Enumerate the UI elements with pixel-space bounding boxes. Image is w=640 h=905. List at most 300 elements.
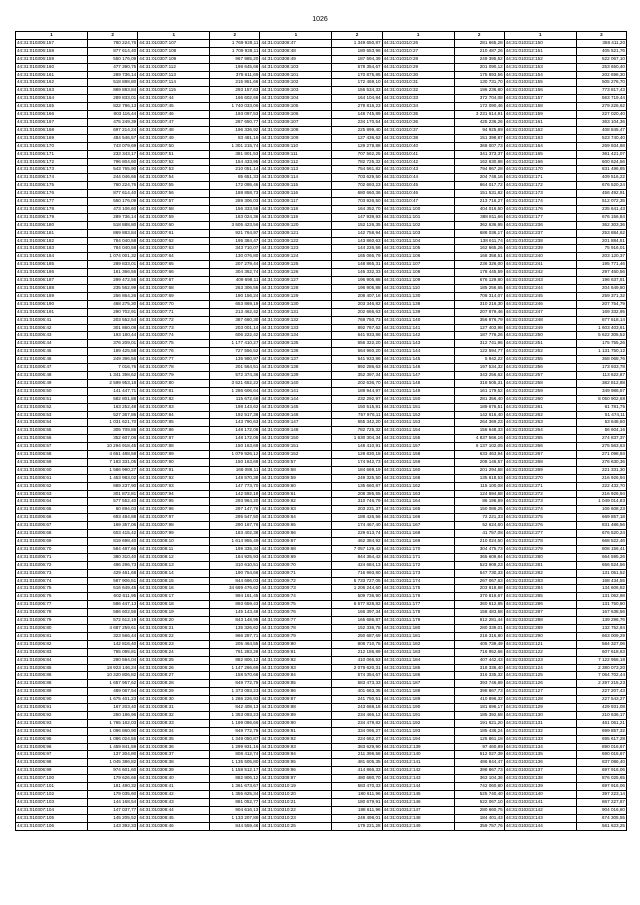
table-row bbox=[16, 150, 627, 158]
cadastral-number-cell: 44:31:010312:250 bbox=[504, 332, 576, 340]
cadastral-number-cell: 44:31:010307:108 bbox=[138, 47, 210, 55]
table-row bbox=[16, 419, 627, 427]
cadastral-number-cell: 44:31:010307:88 bbox=[138, 443, 210, 451]
table-row bbox=[16, 680, 627, 688]
table-row bbox=[16, 221, 627, 229]
cadastral-value-cell: 994 161,45 bbox=[210, 593, 260, 601]
cadastral-value-cell: 967 985,20 bbox=[210, 55, 260, 63]
cadastral-value-cell: 263 306,56 bbox=[210, 285, 260, 293]
table-row bbox=[16, 751, 627, 759]
cadastral-number-cell: 44:31:010312:279 bbox=[504, 545, 576, 553]
table-row bbox=[16, 190, 627, 198]
cadastral-number-cell: 44:31:010309:139 bbox=[260, 371, 332, 379]
cadastral-value-cell: 158 570,68 bbox=[210, 672, 260, 680]
cadastral-number-cell: 44:31:010306:172 bbox=[16, 158, 88, 166]
cadastral-number-cell: 44:31:010309:62 bbox=[260, 498, 332, 506]
cadastral-value-cell: 151 398,87 bbox=[454, 134, 504, 142]
cadastral-value-cell: 125 861,18 bbox=[454, 735, 504, 743]
cadastral-number-cell: 44:31:010306:54 bbox=[16, 419, 88, 427]
cadastral-value-cell: 541 933,86 bbox=[332, 356, 382, 364]
cadastral-number-cell: 44:31:010308:20 bbox=[138, 617, 210, 625]
cadastral-number-cell: 44:31:010312:246 bbox=[504, 300, 576, 308]
cadastral-value-cell: 183 402,38 bbox=[210, 530, 260, 538]
cadastral-number-cell: 44:31:010312:255 bbox=[504, 356, 576, 364]
cadastral-value-cell: 201 090,12 bbox=[454, 63, 504, 71]
cadastral-value-cell: 808 412,74 bbox=[210, 751, 260, 759]
cadastral-number-cell: 44:31:010312:247 bbox=[504, 308, 576, 316]
cadastral-number-cell: 44:31:010313:144 bbox=[504, 822, 576, 830]
cadastral-number-cell: 44:31:010311:160 bbox=[382, 466, 454, 474]
cadastral-number-cell: 44:31:010312:261 bbox=[504, 403, 576, 411]
cadastral-value-cell: 550 176,09 bbox=[88, 198, 138, 206]
cadastral-value-cell: 297 147,76 bbox=[210, 506, 260, 514]
cadastral-value-cell: 190 156,24 bbox=[210, 292, 260, 300]
cadastral-value-cell: 86 196,89 bbox=[454, 498, 504, 506]
cadastral-number-cell: 44:31:010311:164 bbox=[382, 498, 454, 506]
cadastral-value-cell: 921 764,97 bbox=[210, 229, 260, 237]
cadastral-number-cell: 44:31:010307:64 bbox=[138, 253, 210, 261]
table-row bbox=[16, 387, 627, 395]
cadastral-number-cell: 44:31:010311:105 bbox=[382, 245, 454, 253]
cadastral-number-cell: 44:31:010307:75 bbox=[138, 340, 210, 348]
cadastral-value-cell: 1 147 266,66 bbox=[210, 664, 260, 672]
cadastral-number-cell: 44:31:010312:241 bbox=[504, 261, 576, 269]
cadastral-value-cell: 796 804,60 bbox=[88, 158, 138, 166]
table-row bbox=[16, 87, 627, 95]
table-row bbox=[16, 538, 627, 546]
cadastral-number-cell: 44:31:010310:32 bbox=[382, 87, 454, 95]
cadastral-number-cell: 44:31:010311:150 bbox=[382, 395, 454, 403]
cadastral-value-cell: 1 301 215,74 bbox=[210, 142, 260, 150]
table-row bbox=[16, 364, 627, 372]
cadastral-number-cell: 44:31:010312:275 bbox=[504, 514, 576, 522]
cadastral-value-cell: 578 354,67 bbox=[332, 63, 382, 71]
cadastral-number-cell: 44:31:010312:269 bbox=[504, 466, 576, 474]
cadastral-value-cell: 349 986,57 bbox=[576, 387, 626, 395]
cadastral-value-cell: 1 177 410,27 bbox=[210, 340, 260, 348]
cadastral-value-cell: 227 207,43 bbox=[576, 688, 626, 696]
cadastral-number-cell: 44:31:010310:20 bbox=[260, 791, 332, 799]
cadastral-number-cell: 44:31:010306:157 bbox=[16, 39, 88, 47]
cadastral-value-cell: 184 925,93 bbox=[210, 553, 260, 561]
cadastral-number-cell: 44:31:010310:40 bbox=[382, 142, 454, 150]
cadastral-value-cell: 518 888,80 bbox=[88, 79, 138, 87]
table-row bbox=[16, 735, 627, 743]
cadastral-value-cell: 134 606,82 bbox=[576, 585, 626, 593]
cadastral-number-cell: 44:31:010311:176 bbox=[382, 593, 454, 601]
cadastral-value-cell: 572 612,19 bbox=[88, 617, 138, 625]
cadastral-value-cell: 584 327,06 bbox=[576, 640, 626, 648]
cadastral-value-cell: 210 051,14 bbox=[210, 166, 260, 174]
cadastral-number-cell: 44:31:010307:65 bbox=[138, 261, 210, 269]
table-row bbox=[16, 269, 627, 277]
cadastral-value-cell: 803 116,44 bbox=[88, 111, 138, 119]
cadastral-number-cell: 44:31:010311:152 bbox=[382, 411, 454, 419]
cadastral-value-cell: 192 517,38 bbox=[210, 411, 260, 419]
cadastral-number-cell: 44:31:010311:172 bbox=[382, 561, 454, 569]
cadastral-number-cell: 44:31:010311:147 bbox=[382, 371, 454, 379]
cadastral-number-cell: 44:31:010307:78 bbox=[138, 364, 210, 372]
cadastral-number-cell: 44:31:010310:44 bbox=[382, 174, 454, 182]
cadastral-value-cell: 414 866,33 bbox=[332, 767, 382, 775]
page-number: 1026 bbox=[312, 16, 328, 23]
cadastral-number-cell: 44:31:010306:179 bbox=[16, 213, 88, 221]
cadastral-number-cell: 44:31:010312:252 bbox=[504, 348, 576, 356]
cadastral-value-cell: 782 725,32 bbox=[332, 427, 382, 435]
cadastral-value-cell: 742 060,80 bbox=[454, 783, 504, 791]
cadastral-number-cell: 44:31:010310:37 bbox=[382, 126, 454, 134]
cadastral-number-cell: 44:31:010306:60 bbox=[16, 466, 88, 474]
cadastral-value-cell: 904 016,60 bbox=[576, 806, 626, 814]
cadastral-number-cell: 44:31:010309:144 bbox=[260, 395, 332, 403]
cadastral-value-cell: 3 505 423,56 bbox=[210, 221, 260, 229]
cadastral-number-cell: 44:31:010306:58 bbox=[16, 451, 88, 459]
cadastral-number-cell: 44:31:010311:187 bbox=[382, 680, 454, 688]
cadastral-value-cell: 222 432,70 bbox=[576, 482, 626, 490]
cadastral-value-cell: 352 397,34 bbox=[332, 371, 382, 379]
cadastral-number-cell: 44:31:010307:59 bbox=[138, 213, 210, 221]
cadastral-value-cell: 1 079 926,12 bbox=[210, 451, 260, 459]
cadastral-value-cell: 289 833,01 bbox=[88, 95, 138, 103]
table-row bbox=[16, 719, 627, 727]
cadastral-value-cell: 757 976,11 bbox=[332, 411, 382, 419]
cadastral-value-cell: 393 746,89 bbox=[454, 680, 504, 688]
cadastral-value-cell: 168 086,11 bbox=[210, 466, 260, 474]
cadastral-number-cell: 44:31:010306:188 bbox=[16, 285, 88, 293]
cadastral-value-cell: 547 730,33 bbox=[454, 569, 504, 577]
cadastral-number-cell: 44:31:010308:14 bbox=[138, 569, 210, 577]
cadastral-value-cell: 52 624,60 bbox=[454, 522, 504, 530]
cadastral-number-cell: 44:31:010311:180 bbox=[382, 624, 454, 632]
cadastral-number-cell: 44:31:010312:248 bbox=[504, 316, 576, 324]
cadastral-number-cell: 44:31:010306:65 bbox=[16, 506, 88, 514]
cadastral-value-cell: 383 629,90 bbox=[332, 743, 382, 751]
cadastral-value-cell: 1 630 304,34 bbox=[332, 435, 382, 443]
cadastral-number-cell: 44:31:010306:45 bbox=[16, 348, 88, 356]
cadastral-number-cell: 44:31:010312:282 bbox=[504, 569, 576, 577]
cadastral-value-cell: 808 710,75 bbox=[332, 640, 382, 648]
cadastral-value-cell: 179 626,66 bbox=[88, 775, 138, 783]
cadastral-value-cell: 178 445,59 bbox=[454, 269, 504, 277]
cadastral-number-cell: 44:31:010312:165 bbox=[504, 150, 576, 158]
cadastral-number-cell: 44:31:010312:152 bbox=[504, 55, 576, 63]
cadastral-value-cell: 904 616,13 bbox=[210, 806, 260, 814]
cadastral-value-cell: 113 622,87 bbox=[576, 371, 626, 379]
cadastral-value-cell: 782 725,32 bbox=[332, 158, 382, 166]
cadastral-value-cell: 843 148,95 bbox=[210, 617, 260, 625]
cadastral-value-cell: 7 057 129,42 bbox=[332, 545, 382, 553]
cadastral-number-cell: 44:31:010309:115 bbox=[260, 182, 332, 190]
cadastral-number-cell: 44:31:010307:50 bbox=[138, 142, 210, 150]
cadastral-number-cell: 44:31:010307:105 bbox=[16, 814, 88, 822]
cadastral-number-cell: 44:31:010306:86 bbox=[16, 672, 88, 680]
cadastral-value-cell: 2 599 953,18 bbox=[88, 379, 138, 387]
table-row bbox=[16, 514, 627, 522]
cadastral-value-cell: 831 496,85 bbox=[576, 166, 626, 174]
cadastral-number-cell: 44:31:010306:95 bbox=[16, 735, 88, 743]
cadastral-value-cell: 410 896,32 bbox=[454, 696, 504, 704]
cadastral-value-cell: 150 163,69 bbox=[210, 458, 260, 466]
table-row bbox=[16, 285, 627, 293]
cadastral-number-cell: 44:31:010311:103 bbox=[382, 229, 454, 237]
cadastral-value-cell: 522 067,10 bbox=[576, 55, 626, 63]
cadastral-value-cell: 189 676,51 bbox=[454, 403, 504, 411]
cadastral-value-cell: 152 126,35 bbox=[332, 221, 382, 229]
cadastral-number-cell: 44:31:010308:11 bbox=[138, 545, 210, 553]
cadastral-number-cell: 44:31:010307:67 bbox=[138, 277, 210, 285]
cadastral-number-cell: 44:31:010313:136 bbox=[504, 759, 576, 767]
cadastral-number-cell: 44:31:010309:127 bbox=[260, 277, 332, 285]
cadastral-number-cell: 44:31:010307:58 bbox=[138, 205, 210, 213]
cadastral-value-cell: 276 630,36 bbox=[576, 458, 626, 466]
cadastral-number-cell: 44:31:010310:41 bbox=[382, 150, 454, 158]
cadastral-number-cell: 44:31:010306:56 bbox=[16, 435, 88, 443]
cadastral-number-cell: 44:31:010307:56 bbox=[138, 190, 210, 198]
cadastral-number-cell: 44:31:010312:245 bbox=[504, 292, 576, 300]
cadastral-number-cell: 44:31:010306:73 bbox=[16, 569, 88, 577]
cadastral-value-cell: 61 781,75 bbox=[576, 403, 626, 411]
cadastral-number-cell: 44:31:010308:21 bbox=[138, 624, 210, 632]
cadastral-value-cell: 85 651,33 bbox=[210, 174, 260, 182]
cadastral-number-cell: 44:31:010312:251 bbox=[504, 340, 576, 348]
cadastral-value-cell: 365 609,84 bbox=[454, 553, 504, 561]
cadastral-number-cell: 44:31:010307:70 bbox=[138, 300, 210, 308]
cadastral-number-cell: 44:31:010311:108 bbox=[382, 269, 454, 277]
cadastral-number-cell: 44:31:010307:83 bbox=[138, 403, 210, 411]
cadastral-value-cell: 173 933,78 bbox=[576, 364, 626, 372]
cadastral-number-cell: 44:31:010312:257 bbox=[504, 371, 576, 379]
cadastral-number-cell: 44:31:010308:16 bbox=[138, 585, 210, 593]
cadastral-value-cell: 462 384,92 bbox=[332, 538, 382, 546]
cadastral-number-cell: 44:31:010306:159 bbox=[16, 55, 88, 63]
cadastral-value-cell: 196 236,80 bbox=[454, 87, 504, 95]
table-row bbox=[16, 356, 627, 364]
cadastral-value-cell: 290 702,91 bbox=[88, 308, 138, 316]
cadastral-value-cell: 129 278,88 bbox=[332, 142, 382, 150]
cadastral-value-cell: 201 564,51 bbox=[210, 364, 260, 372]
cadastral-number-cell: 44:31:010308:39 bbox=[138, 767, 210, 775]
cadastral-value-cell: 280 339,01 bbox=[454, 624, 504, 632]
cadastral-value-cell: 310 216,30 bbox=[454, 300, 504, 308]
cadastral-number-cell: 44:31:010306:43 bbox=[16, 332, 88, 340]
cadastral-number-cell: 44:31:010306:82 bbox=[16, 640, 88, 648]
cadastral-number-cell: 44:31:010306:67 bbox=[16, 522, 88, 530]
cadastral-value-cell: 676 129,80 bbox=[454, 277, 504, 285]
table-row bbox=[16, 47, 627, 55]
cadastral-value-cell: 271 098,93 bbox=[576, 451, 626, 459]
cadastral-number-cell: 44:31:010307:84 bbox=[138, 411, 210, 419]
cadastral-value-cell: 1 199 086,66 bbox=[210, 719, 260, 727]
cadastral-value-cell: 161 179,52 bbox=[454, 387, 504, 395]
cadastral-number-cell: 44:31:010312:274 bbox=[504, 506, 576, 514]
cadastral-number-cell: 44:31:010309:64 bbox=[260, 514, 332, 522]
cadastral-value-cell: 148 172,06 bbox=[210, 435, 260, 443]
cadastral-value-cell: 144 168,54 bbox=[88, 798, 138, 806]
cadastral-value-cell: 388 811,66 bbox=[454, 213, 504, 221]
cadastral-number-cell: 44:31:010307:69 bbox=[138, 292, 210, 300]
cadastral-value-cell: 408 845,47 bbox=[576, 126, 626, 134]
cadastral-value-cell: 486 844,47 bbox=[454, 759, 504, 767]
cadastral-value-cell: 115 100,08 bbox=[454, 482, 504, 490]
cadastral-number-cell: 44:31:010309:76 bbox=[260, 609, 332, 617]
cadastral-number-cell: 44:31:010311:177 bbox=[382, 601, 454, 609]
cadastral-number-cell: 44:31:010306:78 bbox=[16, 609, 88, 617]
cadastral-value-cell: 363 104,36 bbox=[454, 775, 504, 783]
cadastral-number-cell: 44:31:010312:154 bbox=[504, 71, 576, 79]
cadastral-number-cell: 44:31:010308:19 bbox=[138, 609, 210, 617]
cadastral-value-cell: 94 925,89 bbox=[454, 126, 504, 134]
cadastral-value-cell: 185 436,24 bbox=[454, 727, 504, 735]
cadastral-number-cell: 44:31:010312:276 bbox=[504, 522, 576, 530]
cadastral-value-cell: 1 765 162,03 bbox=[88, 719, 138, 727]
cadastral-value-cell: 512 072,35 bbox=[576, 198, 626, 206]
cadastral-value-cell: 674 305,55 bbox=[576, 814, 626, 822]
cadastral-value-cell: 304 475,73 bbox=[454, 545, 504, 553]
cadastral-value-cell: 837 086,40 bbox=[576, 759, 626, 767]
table-row bbox=[16, 63, 627, 71]
cadastral-value-cell: 1 740 033,06 bbox=[210, 103, 260, 111]
cadastral-number-cell: 44:31:010306:185 bbox=[16, 261, 88, 269]
cadastral-value-cell: 663 009,29 bbox=[576, 632, 626, 640]
cadastral-number-cell: 44:31:010312:262 bbox=[504, 411, 576, 419]
cadastral-number-cell: 44:31:010309:108 bbox=[260, 126, 332, 134]
cadastral-value-cell: 1 286 226,93 bbox=[210, 696, 260, 704]
cadastral-number-cell: 44:31:010306:88 bbox=[16, 680, 88, 688]
table-row bbox=[16, 798, 627, 806]
cadastral-number-cell: 44:31:010312:163 bbox=[504, 134, 576, 142]
cadastral-number-cell: 44:31:010312:139 bbox=[382, 743, 454, 751]
table-row bbox=[16, 806, 627, 814]
cadastral-number-cell: 44:31:010309:79 bbox=[260, 632, 332, 640]
cadastral-value-cell: 695 617,28 bbox=[576, 735, 626, 743]
cadastral-value-cell: 1 206 244,60 bbox=[332, 585, 382, 593]
cadastral-value-cell: 234 466,12 bbox=[332, 711, 382, 719]
cadastral-value-cell: 122 594,77 bbox=[454, 348, 504, 356]
table-row bbox=[16, 55, 627, 63]
cadastral-value-cell: 1 453 983,02 bbox=[88, 474, 138, 482]
cadastral-number-cell: 44:31:010306:182 bbox=[16, 237, 88, 245]
table-row bbox=[16, 451, 627, 459]
cadastral-number-cell: 44:31:010310:43 bbox=[382, 166, 454, 174]
cadastral-value-cell: 175 893,56 bbox=[454, 71, 504, 79]
cadastral-value-cell: 128 830,18 bbox=[332, 451, 382, 459]
cadastral-number-cell: 44:31:010309:67 bbox=[260, 538, 332, 546]
cadastral-number-cell: 44:31:010311:188 bbox=[382, 688, 454, 696]
cadastral-number-cell: 44:31:010307:86 bbox=[138, 427, 210, 435]
cadastral-number-cell: 44:31:010311:168 bbox=[382, 474, 454, 482]
cadastral-number-cell: 44:31:010309:57 bbox=[260, 458, 332, 466]
cadastral-number-cell: 44:31:010308:15 bbox=[138, 577, 210, 585]
cadastral-value-cell: 4 837 566,16 bbox=[454, 435, 504, 443]
cadastral-value-cell: 881 052,77 bbox=[210, 798, 260, 806]
cadastral-number-cell: 44:31:010309:95 bbox=[260, 759, 332, 767]
cadastral-number-cell: 44:31:010309:116 bbox=[260, 190, 332, 198]
cadastral-value-cell: 587 906,51 bbox=[88, 577, 138, 585]
cadastral-value-cell: 664 595,26 bbox=[576, 553, 626, 561]
cadastral-number-cell: 44:31:010306:94 bbox=[16, 727, 88, 735]
cadastral-value-cell: 876 025,65 bbox=[576, 775, 626, 783]
cadastral-number-cell: 44:31:010306:66 bbox=[16, 514, 88, 522]
cadastral-number-cell: 44:31:010311:169 bbox=[382, 538, 454, 546]
cadastral-number-cell: 44:31:010311:148 bbox=[382, 379, 454, 387]
cadastral-value-cell: 161 366,56 bbox=[88, 269, 138, 277]
cadastral-number-cell: 44:31:010312:173 bbox=[504, 190, 576, 198]
cadastral-number-cell: 44:31:010309:110 bbox=[260, 142, 332, 150]
cadastral-value-cell: 241 750,51 bbox=[332, 696, 382, 704]
table-row bbox=[16, 530, 627, 538]
cadastral-number-cell: 44:31:010313:124 bbox=[504, 664, 576, 672]
cadastral-value-cell: 889 237,90 bbox=[88, 482, 138, 490]
cadastral-value-cell: 213 462,42 bbox=[210, 308, 260, 316]
cadastral-value-cell: 1 096 860,90 bbox=[88, 727, 138, 735]
cadastral-number-cell: 44:31:010309:152 bbox=[260, 451, 332, 459]
cadastral-value-cell: 180 653,96 bbox=[332, 47, 382, 55]
cadastral-number-cell: 44:31:010310:31 bbox=[382, 79, 454, 87]
table-row bbox=[16, 79, 627, 87]
cadastral-number-cell: 44:31:010309:80 bbox=[260, 640, 332, 648]
cadastral-number-cell: 44:31:010307:100 bbox=[16, 775, 88, 783]
cadastral-value-cell: 210 636,17 bbox=[576, 711, 626, 719]
cadastral-value-cell: 358 411,20 bbox=[576, 39, 626, 47]
cadastral-value-cell: 668 522,46 bbox=[576, 538, 626, 546]
cadastral-number-cell: 44:31:010310:46 bbox=[382, 190, 454, 198]
cadastral-value-cell: 221 331,30 bbox=[576, 466, 626, 474]
cadastral-value-cell: 716 952,66 bbox=[454, 648, 504, 656]
table-row bbox=[16, 245, 627, 253]
cadastral-number-cell: 44:31:010312:260 bbox=[504, 395, 576, 403]
cadastral-value-cell: 509 736,90 bbox=[332, 593, 382, 601]
cadastral-value-cell: 135 618,53 bbox=[454, 474, 504, 482]
cadastral-number-cell: 44:31:010306:53 bbox=[16, 411, 88, 419]
cadastral-number-cell: 44:31:010306:93 bbox=[16, 719, 88, 727]
cadastral-value-cell: 131 750,80 bbox=[576, 601, 626, 609]
cadastral-value-cell: 877 614,40 bbox=[88, 190, 138, 198]
cadastral-number-cell: 44:31:010312:242 bbox=[504, 269, 576, 277]
cadastral-number-cell: 44:31:010307:99 bbox=[138, 530, 210, 538]
cadastral-number-cell: 44:31:010306:184 bbox=[16, 253, 88, 261]
cadastral-number-cell: 44:31:010312:277 bbox=[504, 530, 576, 538]
cadastral-value-cell: 481 605,35 bbox=[332, 759, 382, 767]
cadastral-number-cell: 44:31:010309:72 bbox=[260, 577, 332, 585]
cadastral-value-cell: 152 336,75 bbox=[332, 624, 382, 632]
cadastral-value-cell: 1 355 625,34 bbox=[210, 791, 260, 799]
cadastral-number-cell: 44:31:010306:180 bbox=[16, 221, 88, 229]
cadastral-number-cell: 44:31:010310:45 bbox=[382, 182, 454, 190]
cadastral-value-cell: 669 857,18 bbox=[576, 514, 626, 522]
cadastral-value-cell: 180 611,96 bbox=[332, 791, 382, 799]
cadastral-value-cell: 543 765,90 bbox=[88, 166, 138, 174]
cadastral-number-cell: 44:31:010306:71 bbox=[16, 553, 88, 561]
cadastral-value-cell: 341 373,37 bbox=[454, 150, 504, 158]
cadastral-number-cell: 44:31:010312:284 bbox=[504, 585, 576, 593]
cadastral-number-cell: 44:31:010313:133 bbox=[504, 735, 576, 743]
cadastral-number-cell: 44:31:010312:170 bbox=[504, 166, 576, 174]
cadastral-number-cell: 44:31:010306:69 bbox=[16, 538, 88, 546]
cadastral-number-cell: 44:31:010313:137 bbox=[504, 767, 576, 775]
cadastral-number-cell: 44:31:010312:142 bbox=[382, 767, 454, 775]
column-header: 1 bbox=[138, 32, 210, 40]
cadastral-value-cell: 784 040,58 bbox=[88, 237, 138, 245]
table-row bbox=[16, 783, 627, 791]
cadastral-value-cell: 216 926,94 bbox=[576, 490, 626, 498]
cadastral-number-cell: 44:31:010306:84 bbox=[16, 656, 88, 664]
cadastral-value-cell: 477 390,75 bbox=[88, 63, 138, 71]
cadastral-number-cell: 44:31:010312:149 bbox=[382, 822, 454, 830]
cadastral-number-cell: 44:31:010306:166 bbox=[16, 111, 88, 119]
cadastral-number-cell: 44:31:010310:47 bbox=[382, 198, 454, 206]
cadastral-number-cell: 44:31:010306:160 bbox=[16, 63, 88, 71]
cadastral-number-cell: 44:31:010307:104 bbox=[16, 806, 88, 814]
